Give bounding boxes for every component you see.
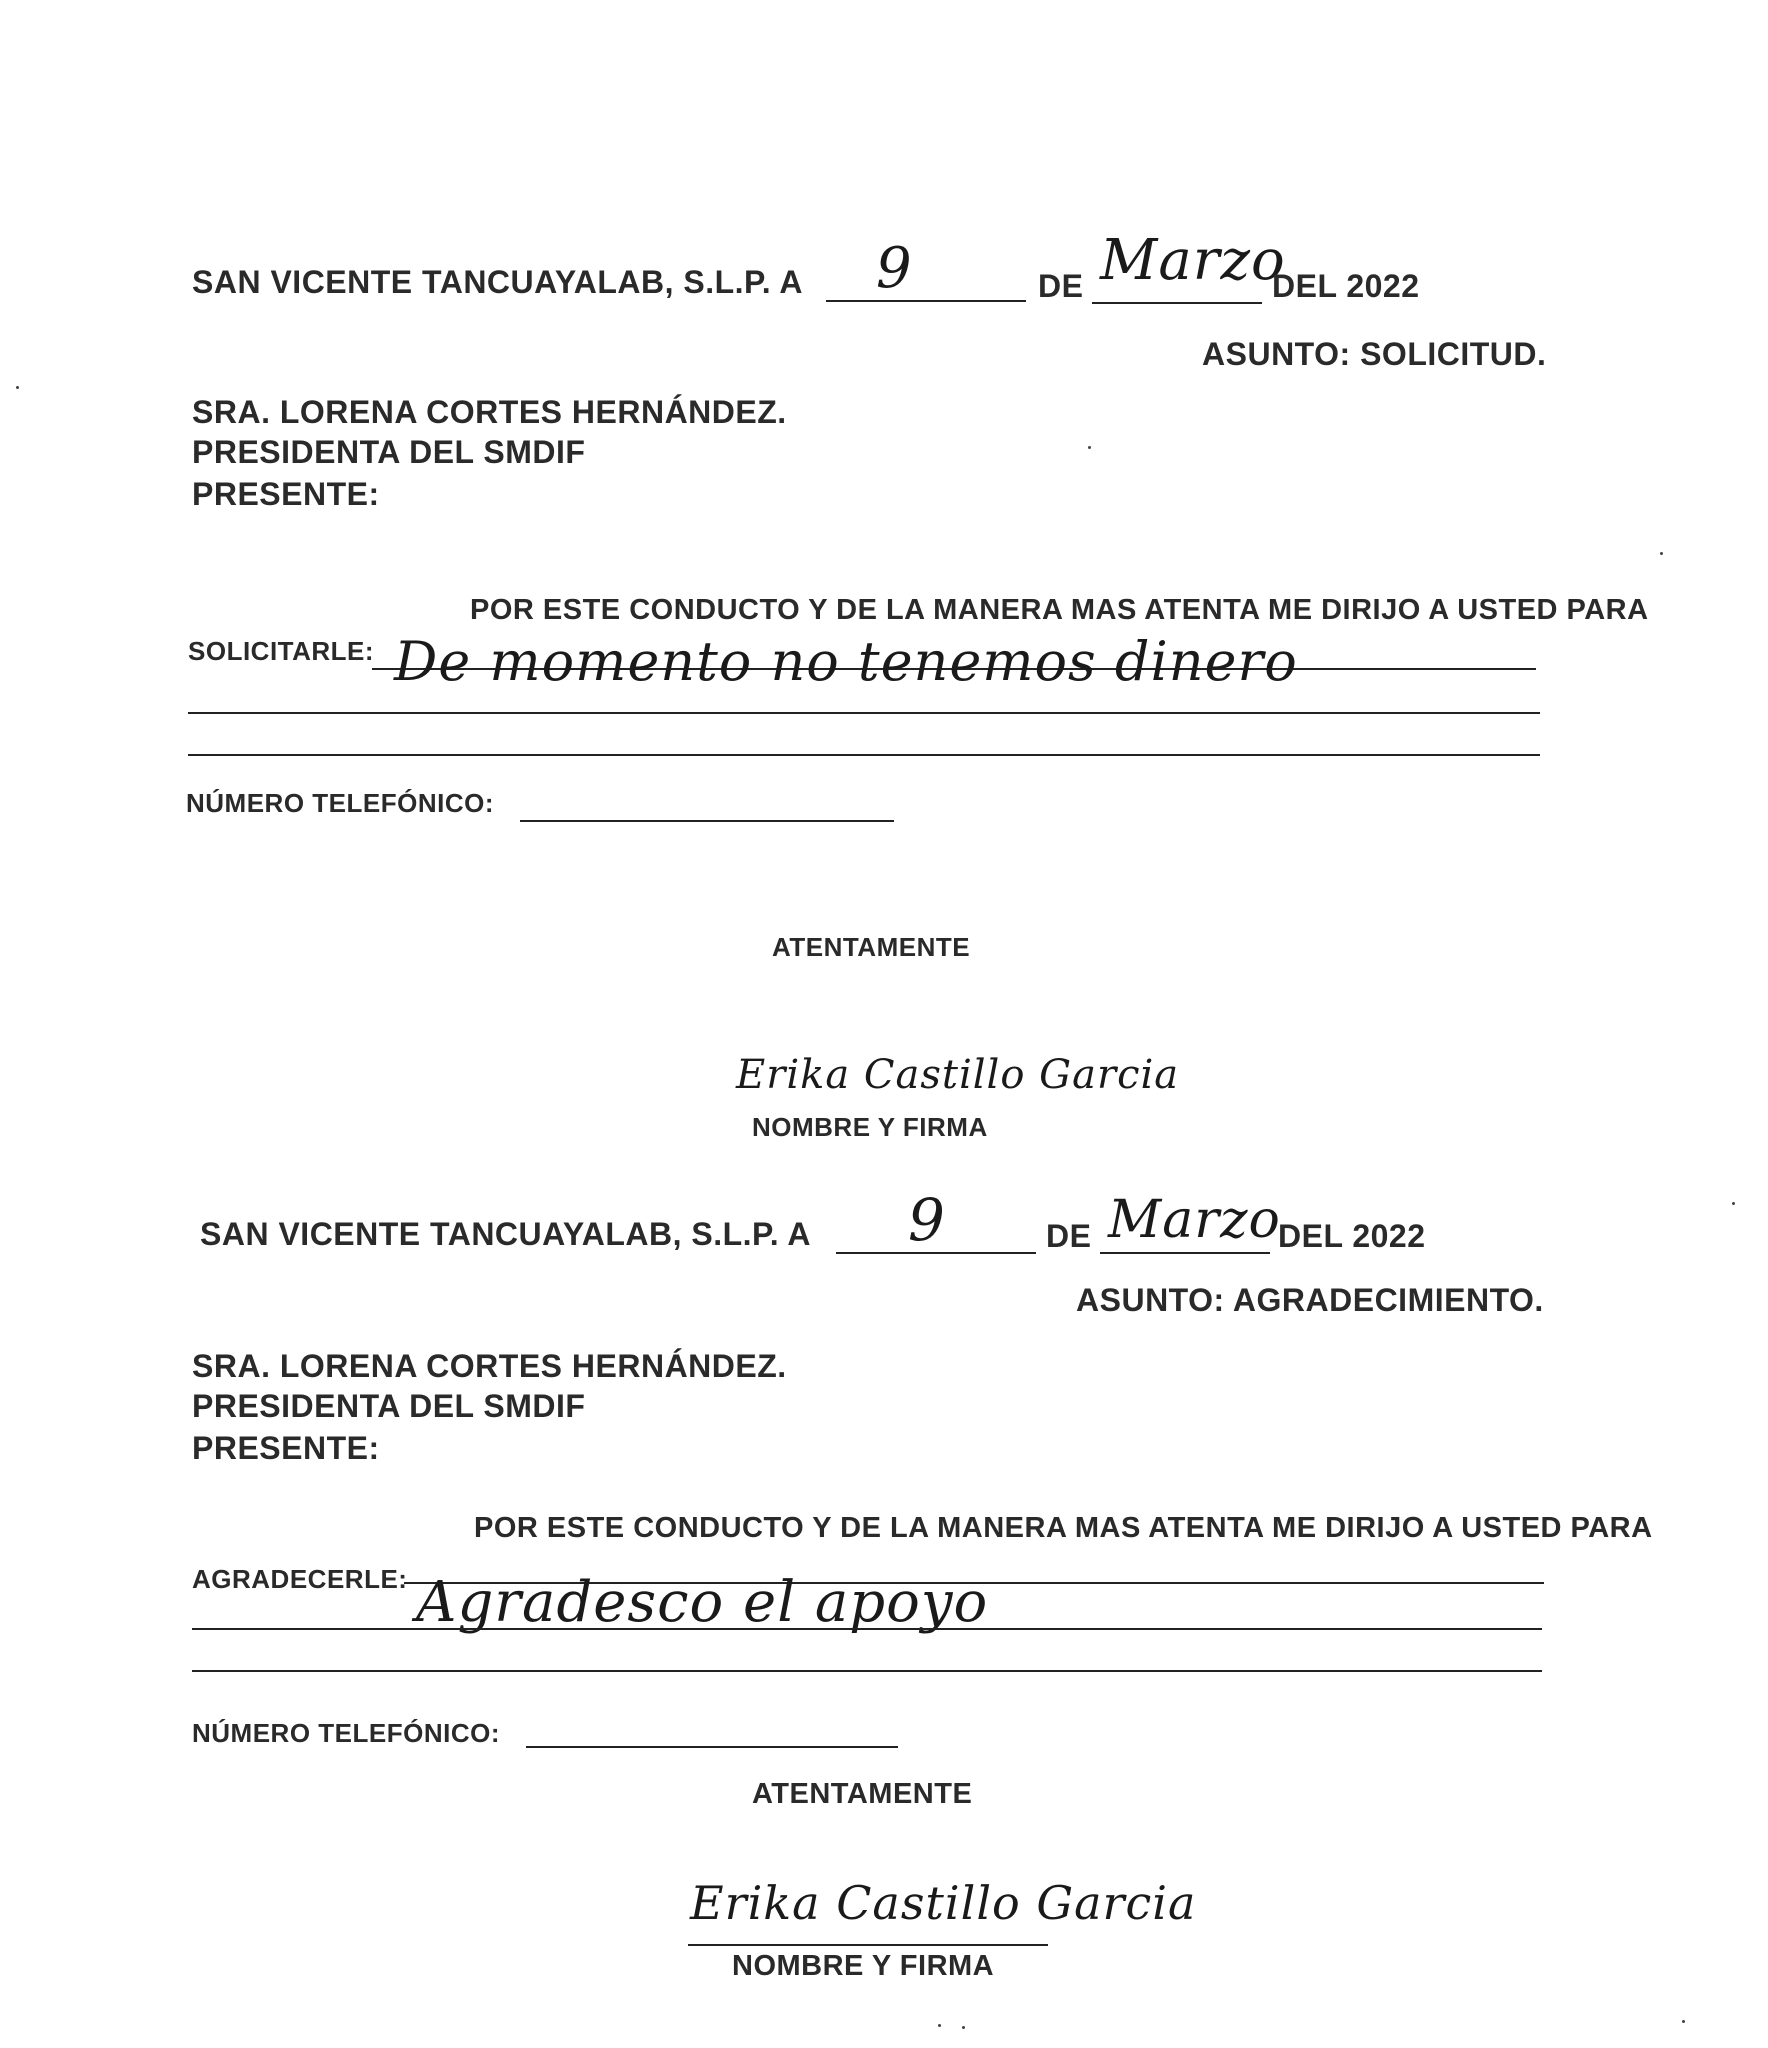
signature-label: NOMBRE Y FIRMA: [732, 1950, 995, 1982]
year-label: DEL 2022: [1272, 268, 1420, 304]
signature-handwritten: Erika Castillo Garcia: [736, 1052, 1180, 1098]
body-handwritten: De momento no tenemos dinero: [394, 630, 1298, 693]
phone-label: NÚMERO TELEFÓNICO:: [186, 788, 494, 818]
month-handwritten: Marzo: [1108, 1190, 1281, 1250]
day-handwritten: 9: [876, 236, 913, 301]
place-label: SAN VICENTE TANCUAYALAB, S.L.P. A: [200, 1216, 811, 1252]
body-line: [192, 1628, 1542, 1630]
body-handwritten: Agradesco el apoyo: [416, 1570, 989, 1635]
body-label: SOLICITARLE:: [188, 636, 375, 666]
phone-label: NÚMERO TELEFÓNICO:: [192, 1718, 500, 1748]
recipient-present: PRESENTE:: [192, 1430, 380, 1466]
scan-speck: [16, 386, 19, 389]
recipient-name: SRA. LORENA CORTES HERNÁNDEZ.: [192, 394, 787, 430]
day-handwritten: 9: [908, 1186, 946, 1254]
signature-label: NOMBRE Y FIRMA: [752, 1112, 988, 1142]
scan-speck: [938, 2024, 941, 2027]
body-line: [188, 754, 1540, 756]
intro-text: POR ESTE CONDUCTO Y DE LA MANERA MAS ATENTA ME DIRIJO A USTED PARA: [470, 594, 1649, 626]
de-label: DE: [1046, 1218, 1092, 1254]
de-label: DE: [1038, 268, 1084, 304]
body-label: AGRADECERLE:: [192, 1564, 408, 1594]
intro-text: POR ESTE CONDUCTO Y DE LA MANERA MAS ATENTA ME DIRIJO A USTED PARA: [474, 1512, 1653, 1544]
recipient-present: PRESENTE:: [192, 476, 380, 512]
month-line: [1092, 302, 1262, 304]
signature-line: [688, 1944, 1048, 1946]
month-line: [1100, 1252, 1270, 1254]
month-handwritten: Marzo: [1100, 228, 1286, 293]
scan-speck: [1682, 2020, 1685, 2023]
subject: ASUNTO: SOLICITUD.: [1202, 336, 1547, 372]
recipient-title: PRESIDENTA DEL SMDIF: [192, 1388, 586, 1424]
subject: ASUNTO: AGRADECIMIENTO.: [1076, 1282, 1544, 1318]
scan-speck: [1088, 446, 1091, 449]
year-label: DEL 2022: [1278, 1218, 1426, 1254]
recipient-name: SRA. LORENA CORTES HERNÁNDEZ.: [192, 1348, 787, 1384]
closing: ATENTAMENTE: [772, 932, 971, 962]
signature-handwritten: Erika Castillo Garcia: [690, 1876, 1197, 1930]
phone-line: [526, 1746, 898, 1748]
body-line: [192, 1670, 1542, 1672]
day-line: [826, 300, 1026, 302]
scan-speck: [1660, 552, 1663, 555]
place-label: SAN VICENTE TANCUAYALAB, S.L.P. A: [192, 264, 803, 300]
scan-speck: [1732, 1202, 1735, 1205]
phone-line: [520, 820, 894, 822]
body-line: [188, 712, 1540, 714]
scan-speck: [962, 2026, 965, 2029]
closing: ATENTAMENTE: [752, 1778, 973, 1810]
recipient-title: PRESIDENTA DEL SMDIF: [192, 434, 586, 470]
